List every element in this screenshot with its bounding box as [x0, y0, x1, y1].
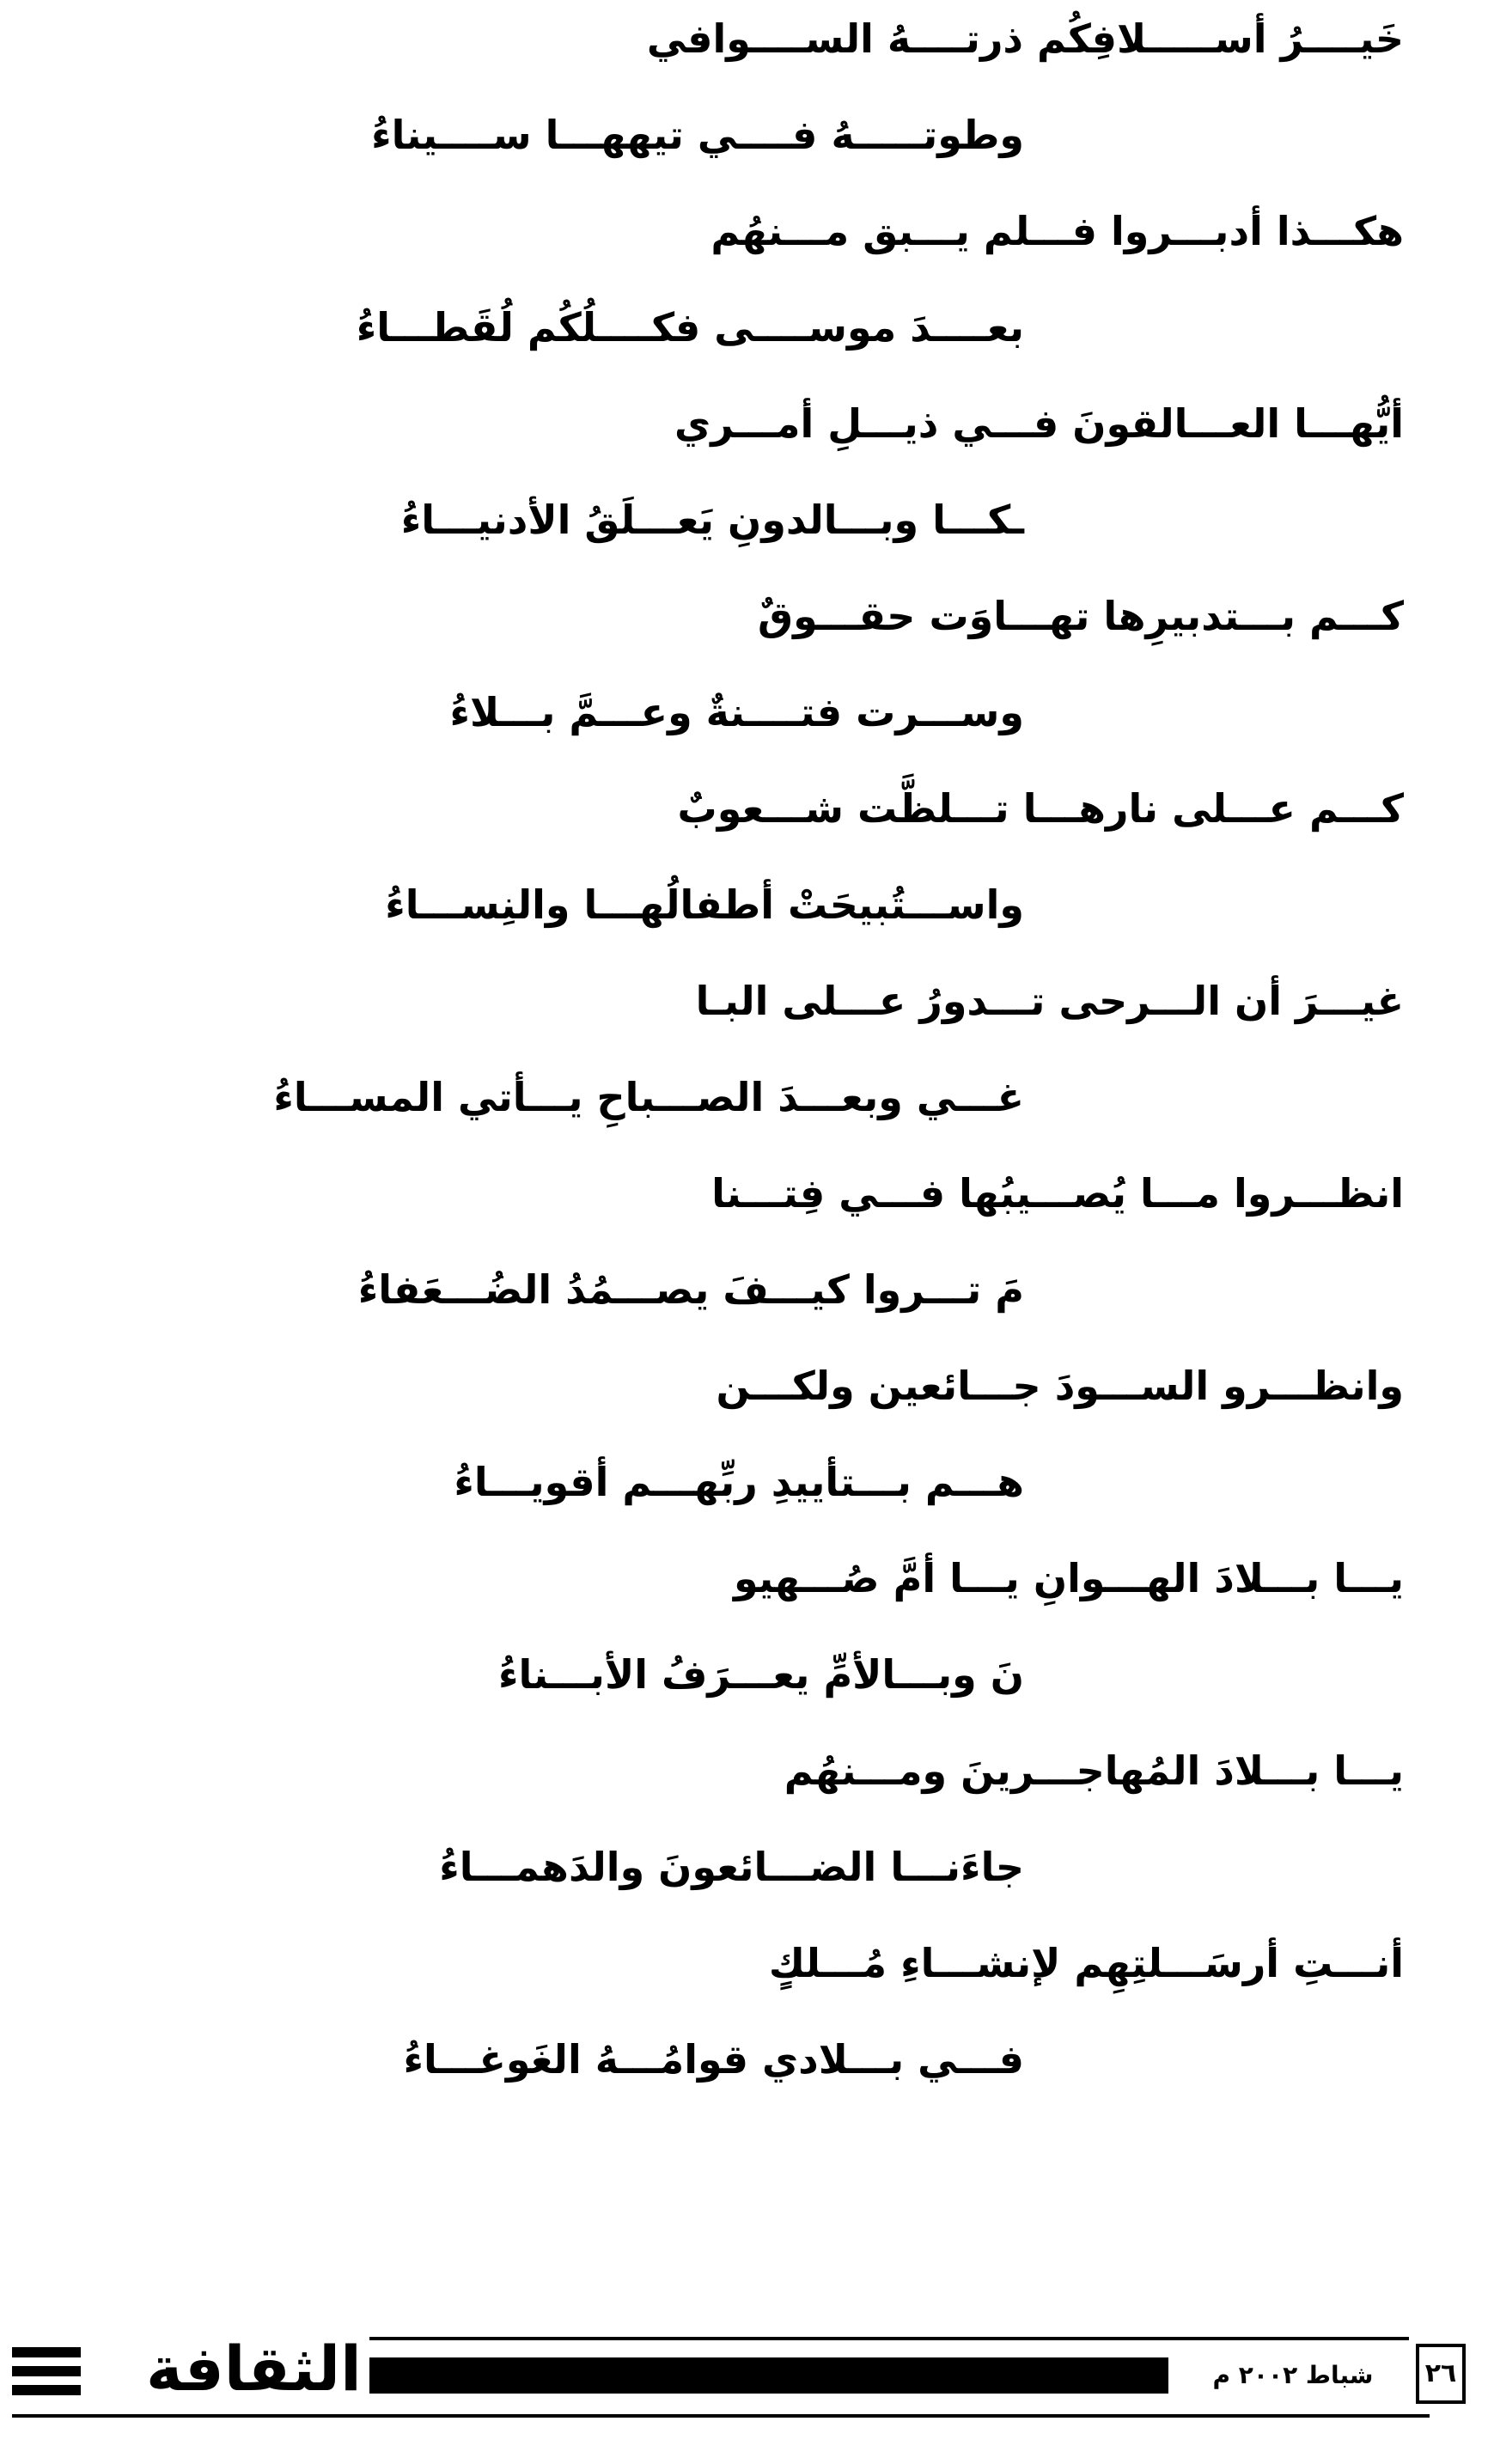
poem-line: أيُّهـــا العـــالقونَ فـــي ذيـــلِ أمـــري: [674, 400, 1404, 447]
poem-line: وســـرت فتــــنةٌ وعـــمَّ بـــلاءُ: [449, 689, 1024, 735]
footer-divider-bottom: [12, 2414, 1430, 2418]
poem-line: واســـتُبيحَتْ أطفالُهـــا والنِســـاءُ: [385, 881, 1024, 928]
poem-line: انظـــروا مـــا يُصـــيبُها فـــي فِتـــنا: [711, 1170, 1404, 1217]
poem-line: مَ تـــروا كيـــفَ يصـــمُدُ الضُـــعَفاءُ: [357, 1266, 1024, 1313]
poem-line: وطوتـــــهُ فــــي تيههـــا ســــيناءُ: [371, 112, 1024, 158]
poem-line: هكـــذا أدبـــروا فـــلم يـــبق مـــنهُم: [710, 208, 1404, 254]
poem-line: نَ وبـــالأمِّ يعـــرَفُ الأبـــناءُ: [497, 1651, 1024, 1698]
poem-line: هـــم بـــتأييدِ ربِّهـــم أقويـــاءُ: [454, 1459, 1024, 1505]
poem-line: جاءَنـــا الضـــائعونَ والدَهمـــاءُ: [439, 1844, 1024, 1890]
footer-divider-top: [369, 2337, 1409, 2340]
poem-line: يـــا بـــلادَ المُهاجـــرينَ ومـــنهُم: [784, 1747, 1404, 1794]
poem-line: خَيــــرُ أســـــلافِكُم ذرتــــهُ الســــوافي: [646, 15, 1404, 62]
poem-line: غيـــرَ أن الـــرحى تـــدورُ عـــلى البـا: [695, 978, 1404, 1024]
footer-bar: [369, 2357, 1168, 2394]
poem-line: بعــــدَ موســــى فكــــلُكُم لُقَطـــاءُ: [356, 304, 1024, 351]
poem-line: أنـــتِ أرسَـــلتِهِم لإنشـــاءِ مُـــلكٍ: [768, 1940, 1404, 1986]
page-number: ٢٦: [1416, 2344, 1466, 2404]
magazine-logo: الثقافة: [146, 2333, 362, 2405]
poem-line: فـــي بـــلادي قوامُـــهُ الغَوغـــاءُ: [403, 2036, 1024, 2083]
logo-stripes: [12, 2347, 81, 2395]
page-footer: [0, 2320, 1488, 2423]
poem-line: يـــا بـــلادَ الهـــوانِ يـــا أمَّ صُـــهيو: [733, 1555, 1404, 1601]
issue-date: شباط ٢٠٠٢ م: [1212, 2361, 1374, 2389]
poem-line: غـــي وبعـــدَ الصـــباحِ يـــأتي المســـاءُ: [273, 1074, 1024, 1120]
poem-line: كـــم بـــتدبيرِها تهـــاوَت حقـــوقٌ: [758, 593, 1404, 639]
poem-line: كـــم عـــلى نارهـــا تـــلظَّت شـــعوبٌ: [677, 785, 1404, 832]
poem-line: وانظـــرو الســـودَ جـــائعين ولكـــن: [716, 1363, 1404, 1409]
poem-line: ـكـــا وبـــالدونِ يَعـــلَقُ الأدنيـــاءُ: [400, 497, 1024, 543]
